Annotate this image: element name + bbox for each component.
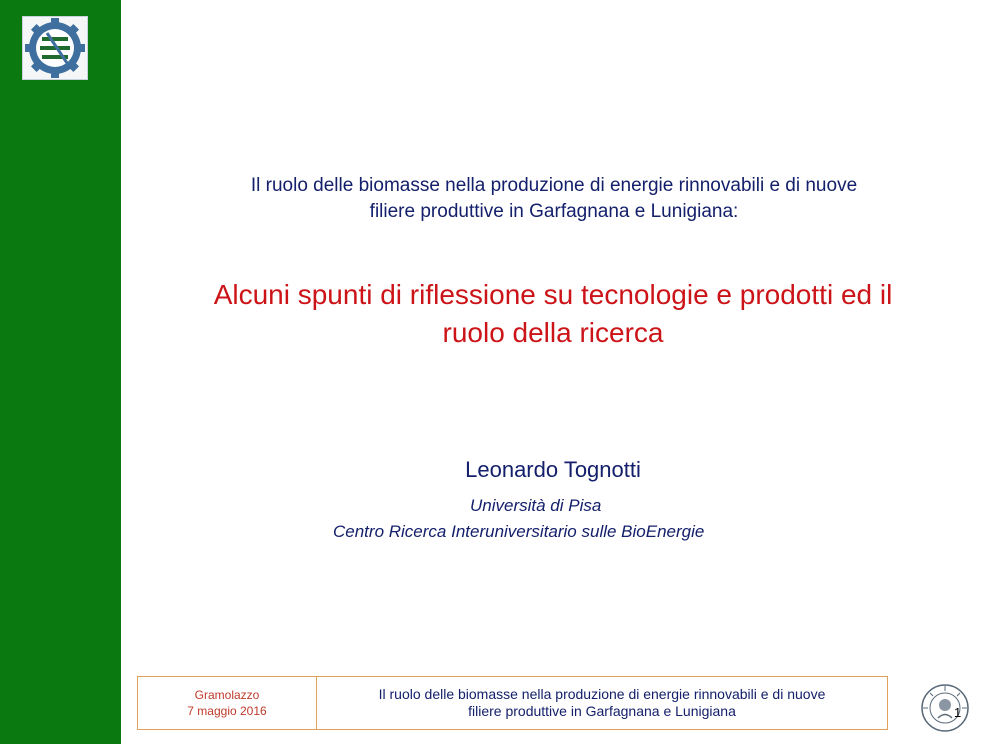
title-line-2: ruolo della ricerca [442,317,664,348]
footer-title-line-1: Il ruolo delle biomasse nella produzione di energie rinnovabili e di nuove [378,686,826,702]
footer-date: 7 maggio 2016 [187,704,267,718]
footer-place-date [138,677,317,729]
slide-footer [137,676,888,730]
footer-title-line-2: filiere produttive in Garfagnana e Lunigiana [468,703,736,719]
slide-title [140,276,966,352]
subtitle-line-2: filiere produttive in Garfagnana e Lunigiana: [369,201,739,222]
page-number: 1 [954,705,962,720]
gear-logo-icon [22,16,88,80]
green-sidebar [0,0,121,744]
footer-title [317,677,887,729]
affiliation-university: Università di Pisa [470,496,602,515]
university-seal-icon [920,683,970,733]
footer-place: Gramolazzo [194,688,260,702]
slide-subtitle [150,173,958,225]
author-name: Leonardo Tognotti [465,457,641,482]
title-line-1: Alcuni spunti di riflessione su tecnologie e prodotti ed il [213,279,893,310]
affiliation-research-center: Centro Ricerca Interuniversitario sulle BioEnergie [333,522,705,541]
subtitle-line-1: Il ruolo delle biomasse nella produzione di energie rinnovabili e di nuove [250,175,858,196]
